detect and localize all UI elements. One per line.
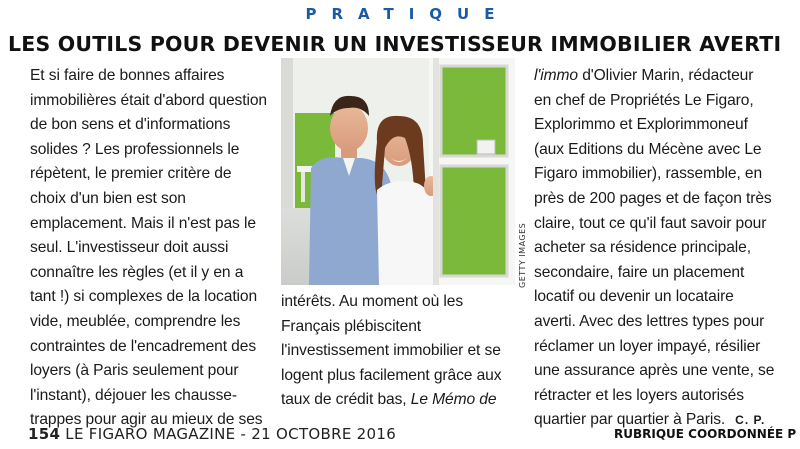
text-line: intérêts. Au moment où les: [281, 293, 464, 310]
text-line: en chef de Propriétés Le Figaro,: [534, 91, 754, 109]
text-line: [534, 64, 784, 89]
text-line: Et si faire de bonnes affaires: [30, 67, 225, 84]
text-line: vide, meublée, comprendre les: [30, 312, 241, 330]
text-line: tant !) si complexes de la location: [30, 288, 258, 306]
text-line: réclamer un loyer impayé, résilier: [534, 337, 761, 355]
text-line: l'investissement immobilier et se: [281, 342, 501, 360]
text-segment: quartier par quartier à Paris.: [534, 411, 726, 429]
text-line: logent plus facilement grâce aux: [281, 366, 502, 384]
publication-line: LE FIGARO MAGAZINE - 21 OCTOBRE 2016: [65, 425, 397, 443]
text-line: Explorimmo et Explorimmoneuf: [534, 116, 748, 134]
text-line: immobilières était d'abord question: [30, 91, 267, 109]
text-line: loyers (à Paris seulement pour: [30, 362, 239, 380]
text-segment: taux de crédit bas,: [281, 391, 411, 409]
text-column-3: [534, 64, 784, 433]
couple-at-door-illustration: [281, 58, 515, 285]
text-line: de bon sens et d'informations: [30, 116, 231, 134]
text-line: répètent, le premier critère de: [30, 165, 232, 183]
photo-credit: GETTY IMAGES: [518, 222, 527, 288]
page-number: 154: [28, 425, 61, 443]
article-photo: [281, 58, 515, 285]
text-line: trappes pour agir au mieux de ses: [30, 411, 263, 429]
page-footer: [28, 425, 396, 443]
text-line: une assurance après une vente, se: [534, 362, 775, 380]
text-line: (aux Editions du Mécène avec Le: [534, 140, 762, 158]
text-line: l'instant), déjouer les chausse-: [30, 386, 237, 404]
text-column-2: [281, 290, 513, 413]
text-segment: d'Olivier Marin, rédacteur: [577, 67, 754, 84]
section-kicker: PRATIQUE: [305, 5, 510, 23]
text-line: averti. Avec des lettres types pour: [534, 312, 765, 330]
text-line: solides ? Les professionnels le: [30, 140, 240, 158]
text-line: emplacement. Mais il n'est pas le: [30, 214, 256, 232]
text-line: secondaire, faire un placement: [534, 263, 745, 281]
text-line: acheter sa résidence principale,: [534, 239, 751, 257]
book-title-part: Le Mémo de: [410, 391, 497, 409]
article-headline: LES OUTILS POUR DEVENIR UN INVESTISSEUR IMMOBILIER AVERTI: [8, 32, 782, 56]
text-line: Figaro immobilier), rassemble, en: [534, 165, 763, 183]
text-line: seul. L'investisseur doit aussi: [30, 239, 229, 257]
text-line: près de 200 pages et de façon très: [534, 189, 772, 207]
text-line: rétracter et les loyers autorisés: [534, 386, 744, 404]
text-line: connaître les règles (et il y en a: [30, 263, 244, 281]
text-column-1: [30, 64, 275, 433]
rubric-credit: RUBRIQUE COORDONNÉE P: [614, 427, 797, 441]
text-line: choix d'un bien est son: [30, 189, 186, 207]
author-signature: C. P.: [735, 413, 766, 428]
text-line: claire, tout ce qu'il faut savoir pour: [534, 214, 767, 232]
text-line: Français plébiscitent: [281, 317, 422, 335]
book-title-part: l'immo: [534, 67, 578, 84]
text-line: contraintes de l'encadrement des: [30, 337, 257, 355]
text-line: [281, 388, 513, 413]
text-line: locatif ou devenir un locataire: [534, 288, 734, 306]
